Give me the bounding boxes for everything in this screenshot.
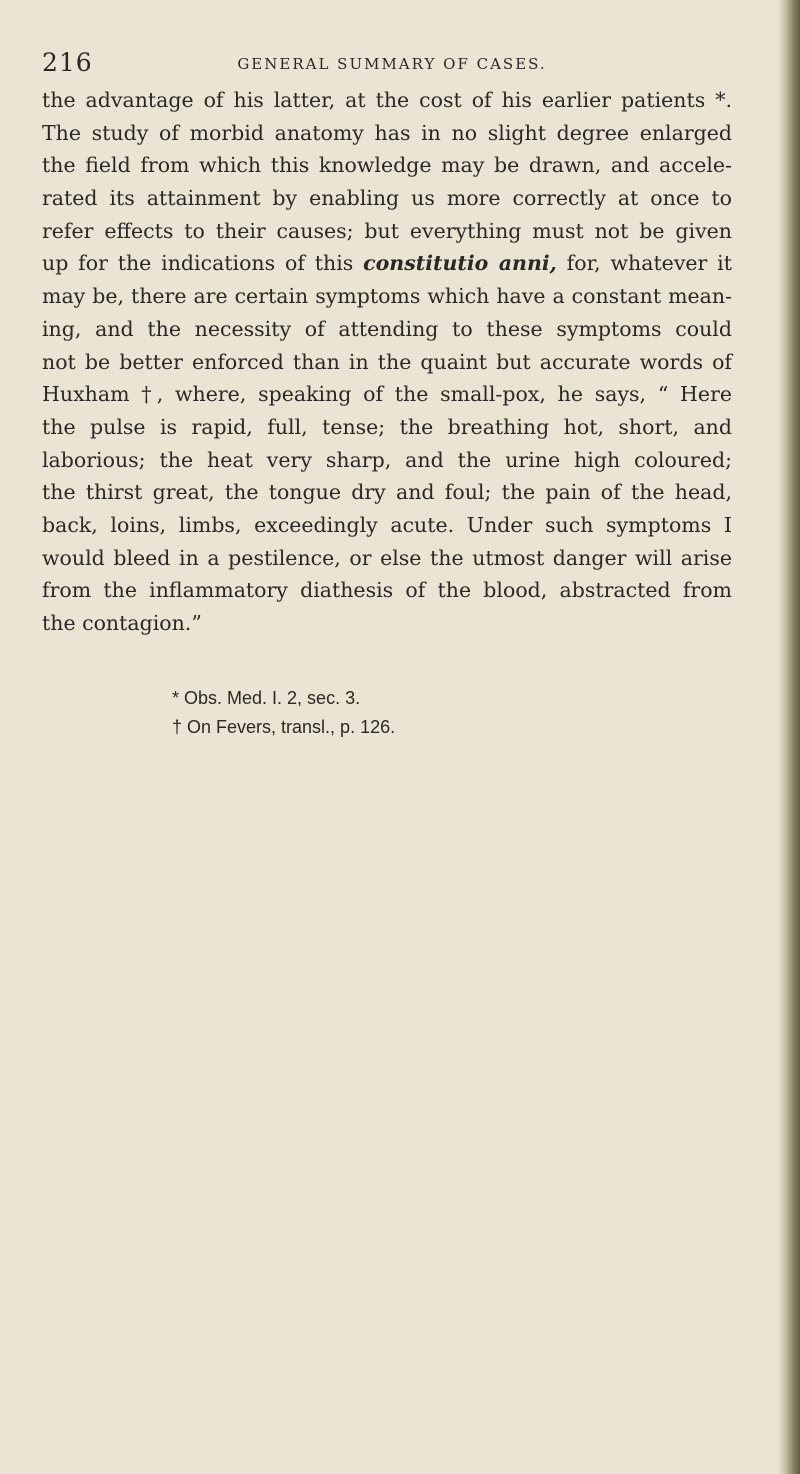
text-line: The study of morbid anatomy has in no slight degree enlarged [42, 120, 732, 145]
text-line: back, loins, limbs, exceedingly acute. Under such symptoms I [42, 512, 732, 537]
text-line: the field from which this knowledge may be drawn, and accele- [42, 153, 732, 178]
page-edge-shadow [778, 0, 800, 1474]
text-segment: up for the indications of this [42, 251, 354, 276]
text-line [42, 247, 732, 280]
text-line: the contagion.” [42, 611, 202, 635]
text-line: may be, there are certain symptoms which have a constant mean- [42, 284, 732, 309]
text-line: the thirst great, the tongue dry and foul; the pain of the head, [42, 480, 732, 505]
body-paragraph [42, 84, 732, 640]
italic-phrase: constitutio anni, [363, 251, 557, 276]
footnotes [172, 684, 395, 742]
text-line: refer effects to their causes; but everything must not be given [42, 218, 732, 243]
text-line: the pulse is rapid, full, tense; the breathing hot, short, and [42, 414, 732, 439]
footnote: * Obs. Med. I. 2, sec. 3. [172, 688, 361, 708]
text-segment: for, whatever it [566, 251, 732, 276]
text-line: Huxham †, where, speaking of the small-pox, he says, “ Here [42, 382, 732, 407]
text-line: not be better enforced than in the quaint but accurate words of [42, 349, 732, 374]
page-header [42, 46, 742, 80]
text-line: rated its attainment by enabling us more correctly at once to [42, 186, 732, 211]
text-line: the advantage of his latter, at the cost of his earlier patients *. [42, 88, 732, 112]
text-line: laborious; the heat very sharp, and the urine high coloured; [42, 447, 732, 472]
running-head: GENERAL SUMMARY OF CASES. [237, 55, 547, 73]
footnote: † On Fevers, transl., p. 126. [172, 717, 396, 737]
text-line: from the inflammatory diathesis of the blood, abstracted from [42, 578, 732, 603]
page-number: 216 [42, 48, 93, 77]
text-line: would bleed in a pestilence, or else the utmost danger will arise [42, 545, 732, 570]
text-line: ing, and the necessity of attending to these symptoms could [42, 316, 732, 341]
